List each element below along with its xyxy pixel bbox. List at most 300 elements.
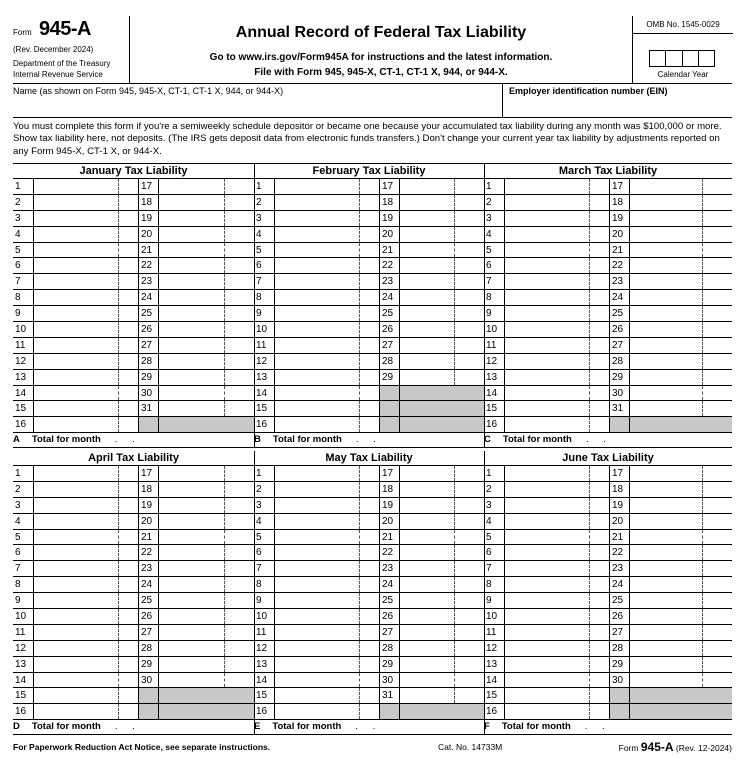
- total-line-letter: D: [13, 721, 20, 733]
- day-number: 20: [141, 515, 153, 527]
- column-rule: [609, 401, 610, 416]
- cents-divider: [589, 704, 590, 719]
- day-liability-input[interactable]: [158, 306, 159, 321]
- day-liability-input[interactable]: [504, 243, 610, 258]
- day-liability-input[interactable]: [33, 545, 139, 560]
- day-liability-input[interactable]: [629, 466, 630, 481]
- day-number: 14: [486, 387, 498, 399]
- column-rule: [138, 482, 139, 497]
- day-liability-input[interactable]: [158, 290, 159, 305]
- column-rule: [609, 593, 610, 608]
- day-liability-input[interactable]: [629, 370, 630, 385]
- day-liability-input[interactable]: [274, 545, 380, 560]
- day-liability-input[interactable]: [33, 211, 139, 226]
- day-liability-input[interactable]: [158, 657, 159, 672]
- day-liability-input[interactable]: [399, 641, 400, 656]
- day-liability-input[interactable]: [399, 243, 400, 258]
- day-liability-input[interactable]: [33, 195, 139, 210]
- day-liability-input[interactable]: [629, 514, 630, 529]
- total-for-month-row[interactable]: [484, 433, 732, 448]
- day-number: 24: [612, 292, 624, 304]
- day-liability-input[interactable]: [504, 498, 610, 513]
- cents-divider: [589, 609, 590, 624]
- calendar-year-digit-box[interactable]: [650, 51, 666, 66]
- cents-divider: [359, 577, 360, 592]
- ein-field[interactable]: [502, 84, 733, 117]
- day-liability-input[interactable]: [274, 417, 380, 432]
- day-liability-input[interactable]: [399, 274, 400, 289]
- day-liability-input[interactable]: [504, 514, 610, 529]
- day-liability-input[interactable]: [158, 386, 159, 401]
- day-liability-input[interactable]: [33, 466, 139, 481]
- day-number: 1: [486, 468, 492, 479]
- day-liability-input[interactable]: [33, 482, 139, 497]
- day-liability-input[interactable]: [158, 322, 159, 337]
- day-liability-input[interactable]: [399, 577, 400, 592]
- day-liability-input[interactable]: [33, 593, 139, 608]
- day-liability-input[interactable]: [629, 322, 630, 337]
- day-liability-input[interactable]: [629, 657, 630, 672]
- calendar-year-digit-box[interactable]: [699, 51, 714, 66]
- day-liability-input[interactable]: [33, 401, 139, 416]
- day-liability-input[interactable]: [399, 498, 400, 513]
- day-liability-input[interactable]: [504, 211, 610, 226]
- day-number: 13: [486, 371, 498, 383]
- cents-divider: [359, 657, 360, 672]
- day-liability-input[interactable]: [158, 179, 159, 194]
- day-number: 3: [15, 499, 21, 511]
- day-liability-input[interactable]: [33, 258, 139, 273]
- day-number: 22: [141, 260, 153, 272]
- day-liability-input[interactable]: [158, 625, 159, 640]
- day-liability-input[interactable]: [629, 274, 630, 289]
- day-liability-input[interactable]: [504, 258, 610, 273]
- column-rule: [138, 625, 139, 640]
- day-liability-input[interactable]: [504, 625, 610, 640]
- day-number: 18: [612, 196, 624, 208]
- day-liability-input[interactable]: [399, 290, 400, 305]
- day-number: 31: [141, 403, 153, 415]
- column-rule: [379, 688, 380, 703]
- day-liability-input[interactable]: [33, 179, 139, 194]
- leader-dots: . .: [355, 721, 382, 733]
- cents-divider: [702, 306, 703, 321]
- day-liability-input[interactable]: [33, 386, 139, 401]
- cents-divider: [454, 657, 455, 672]
- day-liability-input[interactable]: [629, 195, 630, 210]
- day-liability-input[interactable]: [33, 657, 139, 672]
- day-liability-input[interactable]: [158, 274, 159, 289]
- day-liability-input[interactable]: [33, 370, 139, 385]
- day-liability-input[interactable]: [629, 354, 630, 369]
- day-number: 1: [15, 181, 21, 192]
- day-liability-input[interactable]: [629, 179, 630, 194]
- day-liability-input[interactable]: [274, 258, 380, 273]
- day-liability-input[interactable]: [399, 657, 400, 672]
- day-liability-input[interactable]: [33, 274, 139, 289]
- day-liability-input[interactable]: [504, 609, 610, 624]
- day-liability-input[interactable]: [399, 354, 400, 369]
- day-liability-input[interactable]: [629, 561, 630, 576]
- day-row: [484, 688, 732, 704]
- day-liability-input[interactable]: [274, 704, 380, 719]
- day-liability-input[interactable]: [399, 593, 400, 608]
- day-number: 27: [382, 626, 394, 638]
- day-liability-input[interactable]: [158, 530, 159, 545]
- day-liability-input[interactable]: [504, 417, 610, 432]
- day-liability-input[interactable]: [274, 625, 380, 640]
- day-liability-input[interactable]: [158, 370, 159, 385]
- day-liability-input[interactable]: [33, 609, 139, 624]
- day-liability-input[interactable]: [504, 688, 610, 703]
- column-rule: [609, 577, 610, 592]
- day-liability-input[interactable]: [158, 227, 159, 242]
- day-liability-input[interactable]: [274, 530, 380, 545]
- day-liability-input[interactable]: [274, 386, 380, 401]
- day-liability-input[interactable]: [504, 195, 610, 210]
- day-liability-input[interactable]: [399, 625, 400, 640]
- unused-day-shading: [139, 417, 254, 432]
- day-liability-input[interactable]: [274, 401, 380, 416]
- day-liability-input[interactable]: [399, 514, 400, 529]
- day-liability-input[interactable]: [629, 258, 630, 273]
- day-liability-input[interactable]: [629, 609, 630, 624]
- day-number: 28: [612, 355, 624, 367]
- day-liability-input[interactable]: [274, 290, 380, 305]
- cents-divider: [454, 498, 455, 513]
- cents-divider: [224, 577, 225, 592]
- day-liability-input[interactable]: [274, 211, 380, 226]
- day-liability-input[interactable]: [399, 179, 400, 194]
- day-liability-input[interactable]: [504, 593, 610, 608]
- day-row: [13, 386, 254, 402]
- cents-divider: [454, 688, 455, 703]
- day-liability-input[interactable]: [33, 704, 139, 719]
- day-liability-input[interactable]: [629, 530, 630, 545]
- total-for-month-row[interactable]: [13, 720, 254, 735]
- day-liability-input[interactable]: [504, 641, 610, 656]
- day-liability-input[interactable]: [33, 498, 139, 513]
- day-liability-input[interactable]: [274, 466, 380, 481]
- column-rule: [138, 673, 139, 688]
- day-liability-input[interactable]: [33, 641, 139, 656]
- day-row: [13, 179, 254, 195]
- day-liability-input[interactable]: [274, 179, 380, 194]
- day-liability-input[interactable]: [629, 243, 630, 258]
- day-liability-input[interactable]: [399, 322, 400, 337]
- day-liability-input[interactable]: [158, 498, 159, 513]
- day-liability-input[interactable]: [629, 577, 630, 592]
- day-liability-input[interactable]: [158, 514, 159, 529]
- column-rule: [629, 704, 630, 719]
- cents-divider: [118, 401, 119, 416]
- day-liability-input[interactable]: [504, 322, 610, 337]
- day-liability-input[interactable]: [274, 514, 380, 529]
- day-number: 25: [382, 308, 394, 320]
- column-rule: [138, 657, 139, 672]
- day-liability-input[interactable]: [274, 657, 380, 672]
- day-liability-input[interactable]: [274, 482, 380, 497]
- day-liability-input[interactable]: [504, 179, 610, 194]
- column-rule: [138, 195, 139, 210]
- cents-divider: [702, 609, 703, 624]
- day-number: 26: [382, 611, 394, 623]
- day-liability-input[interactable]: [274, 306, 380, 321]
- day-liability-input[interactable]: [504, 704, 610, 719]
- column-rule: [379, 370, 380, 385]
- cents-divider: [118, 290, 119, 305]
- cents-divider: [118, 673, 119, 688]
- day-liability-input[interactable]: [158, 482, 159, 497]
- day-liability-input[interactable]: [274, 243, 380, 258]
- day-row: [484, 243, 732, 259]
- day-liability-input[interactable]: [504, 657, 610, 672]
- day-row: [484, 577, 732, 593]
- day-number: 19: [141, 499, 153, 511]
- column-rule: [379, 211, 380, 226]
- day-liability-input[interactable]: [399, 688, 400, 703]
- cents-divider: [359, 466, 360, 481]
- day-liability-input[interactable]: [33, 290, 139, 305]
- day-liability-input[interactable]: [629, 401, 630, 416]
- day-liability-input[interactable]: [274, 593, 380, 608]
- day-liability-input[interactable]: [33, 306, 139, 321]
- day-row: [484, 338, 732, 354]
- day-liability-input[interactable]: [33, 322, 139, 337]
- day-liability-input[interactable]: [274, 609, 380, 624]
- day-liability-input[interactable]: [158, 258, 159, 273]
- day-row: [484, 227, 732, 243]
- day-liability-input[interactable]: [399, 530, 400, 545]
- month-title: April Tax Liability: [13, 451, 254, 466]
- day-row: [13, 227, 254, 243]
- name-field-label: Name (as shown on Form 945, 945-X, CT-1, CT-1 X, 944, or 944-X): [13, 86, 284, 96]
- day-row: [13, 641, 254, 657]
- day-liability-input[interactable]: [274, 688, 380, 703]
- total-for-month-row[interactable]: [484, 720, 732, 735]
- cents-divider: [454, 593, 455, 608]
- day-row: [13, 466, 254, 482]
- day-number: 7: [486, 276, 492, 288]
- column-rule: [379, 545, 380, 560]
- day-liability-input[interactable]: [158, 243, 159, 258]
- day-liability-input[interactable]: [504, 482, 610, 497]
- day-row: [484, 322, 732, 338]
- day-liability-input[interactable]: [33, 673, 139, 688]
- day-row: [254, 466, 484, 482]
- day-liability-input[interactable]: [158, 211, 159, 226]
- day-liability-input[interactable]: [33, 625, 139, 640]
- day-liability-input[interactable]: [399, 338, 400, 353]
- day-liability-input[interactable]: [274, 274, 380, 289]
- form-title: Annual Record of Federal Tax Liability: [235, 24, 527, 41]
- day-liability-input[interactable]: [629, 338, 630, 353]
- day-liability-input[interactable]: [274, 561, 380, 576]
- day-liability-input[interactable]: [274, 227, 380, 242]
- day-liability-input[interactable]: [399, 195, 400, 210]
- day-liability-input[interactable]: [274, 673, 380, 688]
- day-number: 4: [15, 515, 21, 527]
- day-liability-input[interactable]: [33, 514, 139, 529]
- day-row: [484, 370, 732, 386]
- day-number: 10: [256, 611, 268, 623]
- day-liability-input[interactable]: [399, 466, 400, 481]
- day-liability-input[interactable]: [504, 354, 610, 369]
- day-row: [13, 704, 254, 720]
- day-liability-input[interactable]: [274, 338, 380, 353]
- column-rule: [379, 322, 380, 337]
- day-liability-input[interactable]: [629, 290, 630, 305]
- day-liability-input[interactable]: [629, 545, 630, 560]
- day-row: [254, 243, 484, 259]
- day-liability-input[interactable]: [158, 354, 159, 369]
- day-liability-input[interactable]: [504, 338, 610, 353]
- day-liability-input[interactable]: [504, 370, 610, 385]
- column-rule: [138, 179, 139, 194]
- day-liability-input[interactable]: [33, 338, 139, 353]
- day-liability-input[interactable]: [504, 466, 610, 481]
- day-liability-input[interactable]: [399, 482, 400, 497]
- day-liability-input[interactable]: [504, 386, 610, 401]
- day-liability-input[interactable]: [629, 641, 630, 656]
- day-liability-input[interactable]: [274, 577, 380, 592]
- day-liability-input[interactable]: [504, 673, 610, 688]
- day-liability-input[interactable]: [158, 593, 159, 608]
- day-liability-input[interactable]: [504, 306, 610, 321]
- calendar-year-input[interactable]: [649, 50, 715, 67]
- day-liability-input[interactable]: [33, 530, 139, 545]
- day-liability-input[interactable]: [158, 609, 159, 624]
- day-liability-input[interactable]: [504, 530, 610, 545]
- day-number: 16: [486, 419, 498, 431]
- day-liability-input[interactable]: [33, 688, 139, 703]
- day-liability-input[interactable]: [399, 370, 400, 385]
- day-liability-input[interactable]: [399, 673, 400, 688]
- column-rule: [609, 657, 610, 672]
- cents-divider: [224, 593, 225, 608]
- day-number: 16: [486, 706, 498, 718]
- day-number: 12: [486, 355, 498, 367]
- cents-divider: [589, 306, 590, 321]
- day-row: [484, 386, 732, 402]
- total-label-text: Total for month: [272, 434, 342, 446]
- total-for-month-row[interactable]: [254, 720, 484, 735]
- column-rule: [379, 179, 380, 194]
- day-number: 21: [141, 244, 153, 256]
- day-liability-input[interactable]: [33, 354, 139, 369]
- day-number: 12: [15, 355, 27, 367]
- day-liability-input[interactable]: [33, 227, 139, 242]
- day-liability-input[interactable]: [158, 195, 159, 210]
- day-liability-input[interactable]: [629, 482, 630, 497]
- day-liability-input[interactable]: [399, 258, 400, 273]
- day-liability-input[interactable]: [629, 306, 630, 321]
- day-liability-input[interactable]: [158, 561, 159, 576]
- day-number: 25: [612, 308, 624, 320]
- day-liability-input[interactable]: [399, 306, 400, 321]
- day-liability-input[interactable]: [33, 561, 139, 576]
- day-liability-input[interactable]: [33, 577, 139, 592]
- day-liability-input[interactable]: [629, 673, 630, 688]
- day-liability-input[interactable]: [33, 417, 139, 432]
- day-liability-input[interactable]: [158, 641, 159, 656]
- leader-dots: . .: [114, 721, 141, 733]
- day-row: [254, 561, 484, 577]
- day-liability-input[interactable]: [629, 593, 630, 608]
- day-liability-input[interactable]: [274, 370, 380, 385]
- calendar-year-digit-box[interactable]: [666, 51, 682, 66]
- day-liability-input[interactable]: [504, 545, 610, 560]
- cents-divider: [118, 704, 119, 719]
- total-for-month-row[interactable]: [254, 433, 484, 448]
- day-row: [484, 625, 732, 641]
- instructions-link-text: Go to www.irs.gov/Form945A for instructions and the latest information.: [209, 52, 553, 63]
- day-liability-input[interactable]: [274, 195, 380, 210]
- day-number: 7: [486, 563, 492, 575]
- day-number: 30: [612, 674, 624, 686]
- day-liability-input[interactable]: [274, 354, 380, 369]
- day-liability-input[interactable]: [274, 322, 380, 337]
- day-liability-input[interactable]: [158, 577, 159, 592]
- day-liability-input[interactable]: [504, 274, 610, 289]
- day-number: 11: [256, 626, 267, 638]
- day-row: [13, 673, 254, 689]
- day-liability-input[interactable]: [504, 227, 610, 242]
- day-row: [13, 338, 254, 354]
- day-liability-input[interactable]: [504, 401, 610, 416]
- cents-divider: [224, 306, 225, 321]
- day-liability-input[interactable]: [158, 673, 159, 688]
- calendar-year-digit-box[interactable]: [683, 51, 699, 66]
- day-number: 15: [486, 690, 498, 702]
- day-liability-input[interactable]: [399, 609, 400, 624]
- day-liability-input[interactable]: [629, 386, 630, 401]
- day-liability-input[interactable]: [33, 243, 139, 258]
- day-liability-input[interactable]: [629, 227, 630, 242]
- day-liability-input[interactable]: [274, 498, 380, 513]
- column-rule: [379, 195, 380, 210]
- column-rule: [609, 195, 610, 210]
- day-liability-input[interactable]: [158, 401, 159, 416]
- day-liability-input[interactable]: [158, 466, 159, 481]
- cents-divider: [702, 179, 703, 194]
- day-liability-input[interactable]: [504, 577, 610, 592]
- day-liability-input[interactable]: [504, 290, 610, 305]
- day-liability-input[interactable]: [629, 498, 630, 513]
- total-for-month-row[interactable]: [13, 433, 254, 448]
- day-liability-input[interactable]: [158, 338, 159, 353]
- day-liability-input[interactable]: [399, 227, 400, 242]
- day-row: [254, 625, 484, 641]
- day-liability-input[interactable]: [274, 641, 380, 656]
- day-number: 29: [141, 658, 153, 670]
- day-row: [254, 370, 484, 386]
- day-liability-input[interactable]: [629, 211, 630, 226]
- column-rule: [609, 545, 610, 560]
- day-liability-input[interactable]: [629, 625, 630, 640]
- cents-divider: [589, 514, 590, 529]
- cents-divider: [118, 274, 119, 289]
- cents-divider: [359, 641, 360, 656]
- total-for-month-label: [13, 433, 141, 447]
- day-liability-input[interactable]: [504, 561, 610, 576]
- unused-day-shading: [139, 688, 254, 703]
- day-liability-input[interactable]: [399, 545, 400, 560]
- column-rule: [609, 530, 610, 545]
- day-liability-input[interactable]: [158, 545, 159, 560]
- day-liability-input[interactable]: [399, 211, 400, 226]
- day-liability-input[interactable]: [399, 561, 400, 576]
